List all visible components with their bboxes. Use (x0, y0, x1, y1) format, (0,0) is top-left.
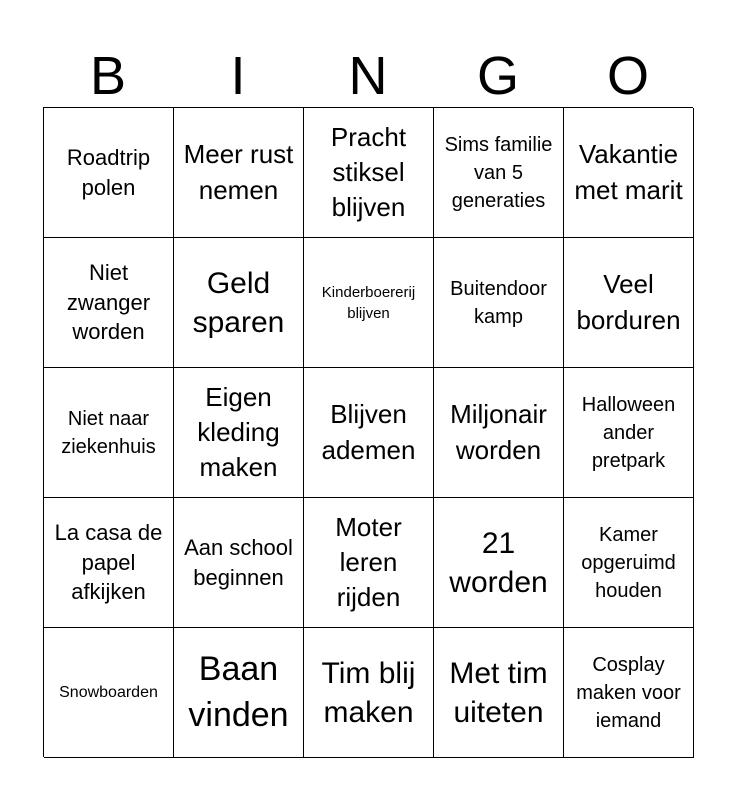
bingo-cell[interactable]: Geld sparen (174, 238, 304, 368)
bingo-cell[interactable]: Snowboarden (44, 628, 174, 758)
bingo-cell[interactable]: Sims familie van 5 generaties (434, 108, 564, 238)
bingo-cell[interactable]: Cosplay maken voor iemand (564, 628, 694, 758)
bingo-cell[interactable]: Kamer opgeruimd houden (564, 498, 694, 628)
header-letter-i: I (230, 46, 246, 106)
bingo-cell[interactable]: La casa de papel afkijken (44, 498, 174, 628)
bingo-cell[interactable]: Roadtrip polen (44, 108, 174, 238)
bingo-cell[interactable]: Blijven ademen (304, 368, 434, 498)
bingo-cell[interactable]: Buitendoor kamp (434, 238, 564, 368)
header-letter-b: B (89, 46, 127, 106)
bingo-cell[interactable]: Baan vinden (174, 628, 304, 758)
bingo-cell[interactable]: Halloween ander pretpark (564, 368, 694, 498)
header-letter-g: G (476, 46, 519, 106)
header-letter-o: O (606, 46, 649, 106)
bingo-cell[interactable]: Veel borduren (564, 238, 694, 368)
bingo-card-grid (43, 107, 693, 757)
bingo-cell[interactable]: Miljonair worden (434, 368, 564, 498)
bingo-cell[interactable]: Aan school beginnen (174, 498, 304, 628)
bingo-cell[interactable]: Eigen kleding maken (174, 368, 304, 498)
header-letter-n: N (348, 46, 388, 106)
bingo-cell[interactable]: Moter leren rijden (304, 498, 434, 628)
bingo-cell[interactable]: Kinderboererij blijven (304, 238, 434, 368)
bingo-cell[interactable]: Met tim uiteten (434, 628, 564, 758)
bingo-cell[interactable]: Meer rust nemen (174, 108, 304, 238)
bingo-cell[interactable]: Tim blij maken (304, 628, 434, 758)
bingo-cell[interactable]: Pracht stiksel blijven (304, 108, 434, 238)
bingo-cell[interactable]: Vakantie met marit (564, 108, 694, 238)
bingo-cell[interactable]: 21 worden (434, 498, 564, 628)
bingo-cell[interactable]: Niet naar ziekenhuis (44, 368, 174, 498)
bingo-header (43, 46, 693, 106)
bingo-cell[interactable]: Niet zwanger worden (44, 238, 174, 368)
